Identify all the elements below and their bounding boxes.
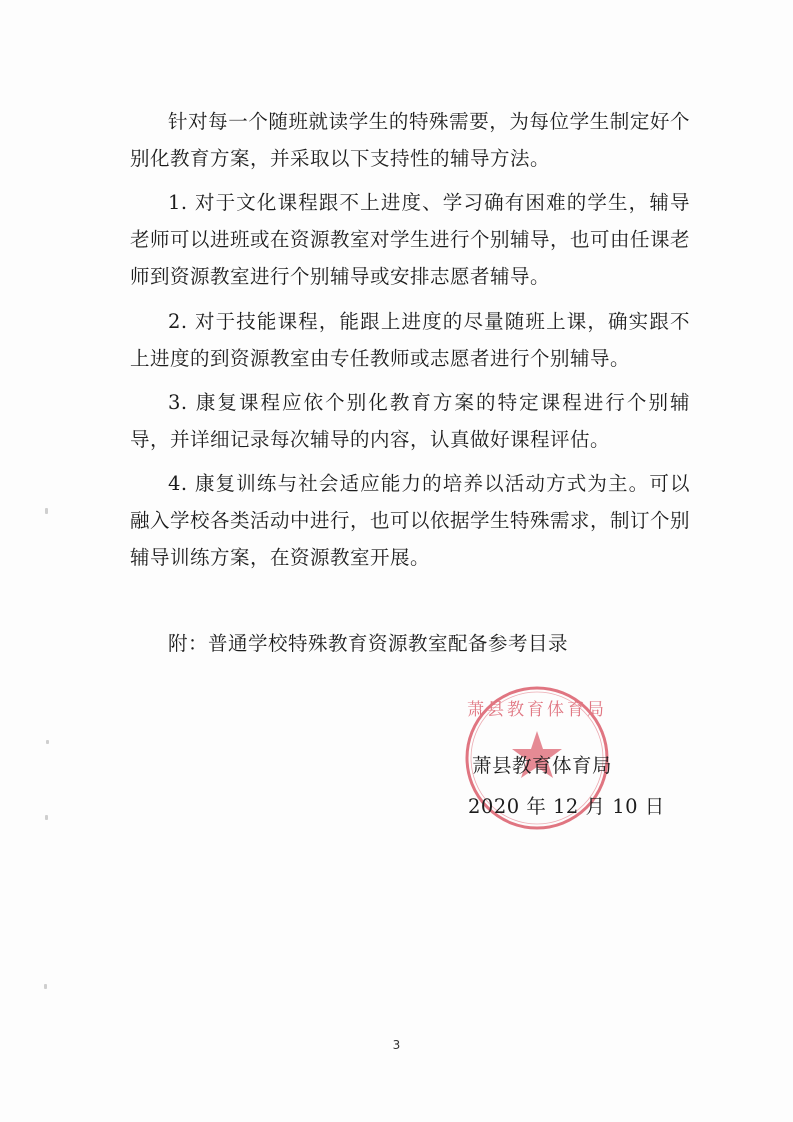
scan-speck — [46, 740, 49, 744]
signature-organization: 萧县教育体育局 — [472, 754, 613, 777]
scan-speck — [45, 508, 48, 514]
body-paragraph-item-3: 3. 康复课程应依个别化教育方案的特定课程进行个别辅导，并详细记录每次辅导的内容，认真做好课程评估。 — [130, 391, 690, 451]
body-paragraph-item-4: 4. 康复训练与社会适应能力的培养以活动方式为主。可以融入学校各类活动中进行，也可以依据学生特殊需求，制订个别辅导训练方案，在资源教室开展。 — [130, 472, 691, 569]
signature-date: 2020 年 12 月 10 日 — [468, 795, 665, 818]
scan-speck — [45, 815, 48, 820]
page-number: 3 — [392, 1038, 401, 1052]
scan-speck — [44, 984, 47, 989]
body-paragraph-item-2: 2. 对于技能课程，能跟上进度的尽量随班上课，确实跟不上进度的到资源教室由专任教师或志愿者进行个别辅导。 — [130, 310, 690, 370]
body-paragraph-intro: 针对每一个随班就读学生的特殊需要，为每位学生制定好个别化教育方案，并采取以下支持性的辅导方法。 — [130, 110, 690, 170]
seal-text: 萧县教育体育局 — [467, 700, 607, 720]
attachment-line: 附：普通学校特殊教育资源教室配备参考目录 — [168, 632, 569, 655]
body-paragraph-item-1: 1. 对于文化课程跟不上进度、学习确有困难的学生，辅导老师可以进班或在资源教室对学生进行个别辅导，也可由任课老师到资源教室进行个别辅导或安排志愿者辅导。 — [130, 191, 691, 288]
